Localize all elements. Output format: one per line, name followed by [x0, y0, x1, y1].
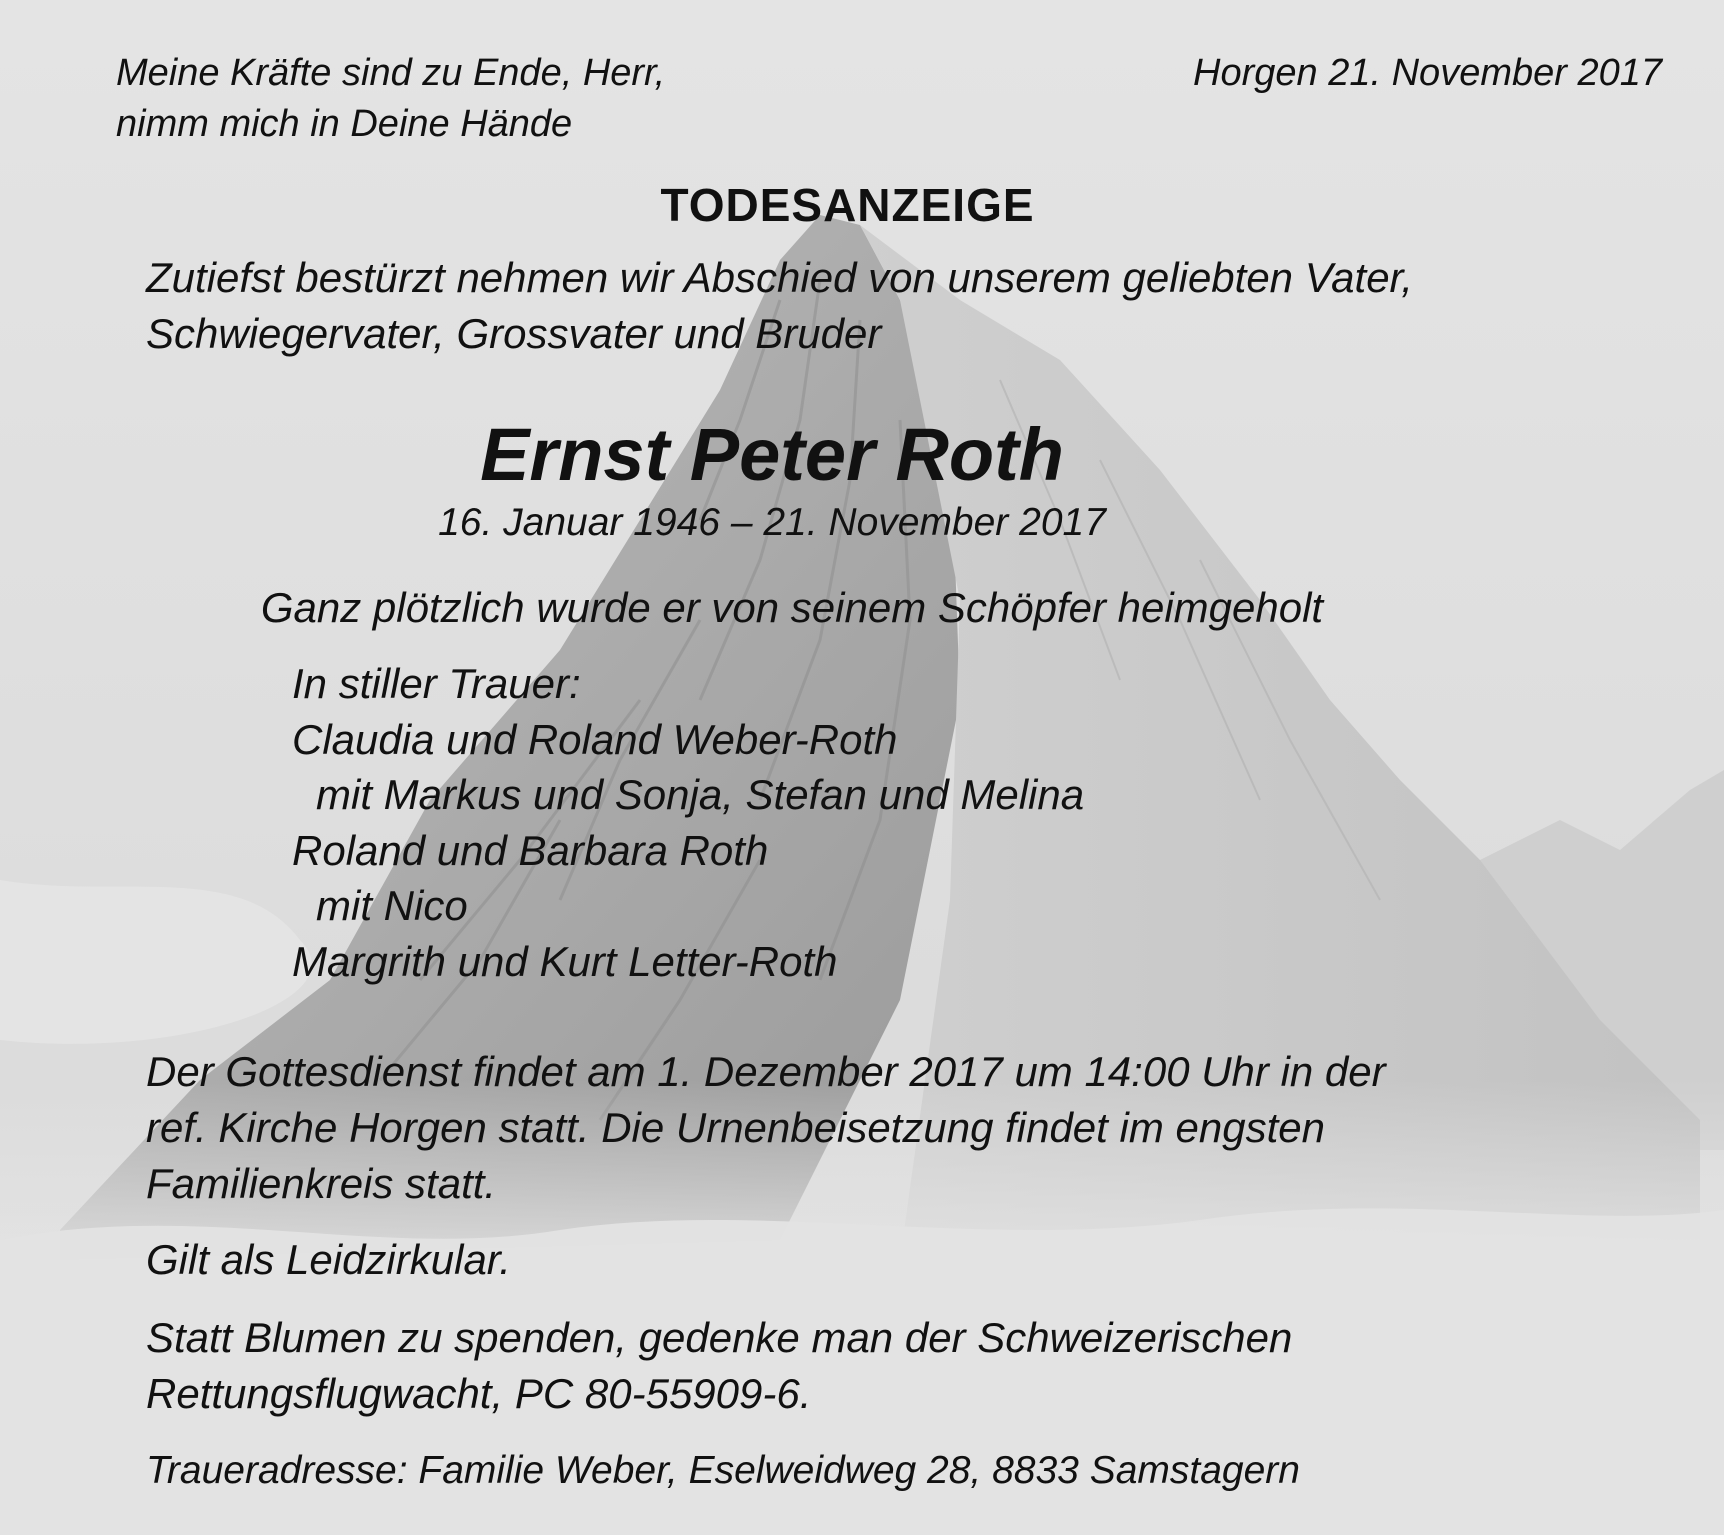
- mourner-line: Roland und Barbara Roth: [292, 826, 769, 874]
- subtitle-text: Ganz plötzlich wurde er von seinem Schöpfer heimgeholt: [260, 584, 1324, 631]
- intro-line-1: Zutiefst bestürzt nehmen wir Abschied von unserem geliebten Vater,: [146, 254, 1413, 301]
- intro-text: [146, 250, 1413, 362]
- service-info: [146, 1044, 1386, 1212]
- service-line-2: ref. Kirche Horgen statt. Die Urnenbeisetzung findet im engsten: [146, 1104, 1325, 1151]
- life-dates: 16. Januar 1946 – 21. November 2017: [438, 501, 1106, 544]
- mourners-list: [292, 656, 1084, 989]
- donation-line-2: Rettungsflugwacht, PC 80-55909-6.: [146, 1370, 812, 1417]
- mourner-line: mit Nico: [316, 882, 468, 929]
- mourner-line: Claudia und Roland Weber-Roth: [292, 715, 898, 763]
- motto-line-1: Meine Kräfte sind zu Ende, Herr,: [116, 52, 666, 94]
- deceased-name: Ernst Peter Roth: [480, 413, 1064, 496]
- mourner-line: Margrith und Kurt Letter-Roth: [292, 937, 838, 985]
- circular-note: Gilt als Leidzirkular.: [146, 1236, 511, 1283]
- place-date: Horgen 21. November 2017: [1193, 52, 1662, 94]
- motto-line-2: nimm mich in Deine Hände: [116, 103, 573, 145]
- donation-note: [146, 1310, 1292, 1422]
- intro-line-2: Schwiegervater, Grossvater und Bruder: [146, 310, 882, 357]
- mourning-address: Traueradresse: Familie Weber, Eselweidweg 28, 8833 Samstagern: [146, 1449, 1300, 1492]
- notice-heading: TODESANZEIGE: [660, 179, 1035, 231]
- service-line-1: Der Gottesdienst findet am 1. Dezember 2017 um 14:00 Uhr in der: [146, 1048, 1386, 1095]
- motto-verse: [116, 48, 665, 150]
- service-line-3: Familienkreis statt.: [146, 1160, 497, 1207]
- donation-line-1: Statt Blumen zu spenden, gedenke man der Schweizerischen: [146, 1314, 1293, 1361]
- mourner-line: mit Markus und Sonja, Stefan und Melina: [316, 771, 1085, 818]
- mourners-title: In stiller Trauer:: [292, 660, 581, 707]
